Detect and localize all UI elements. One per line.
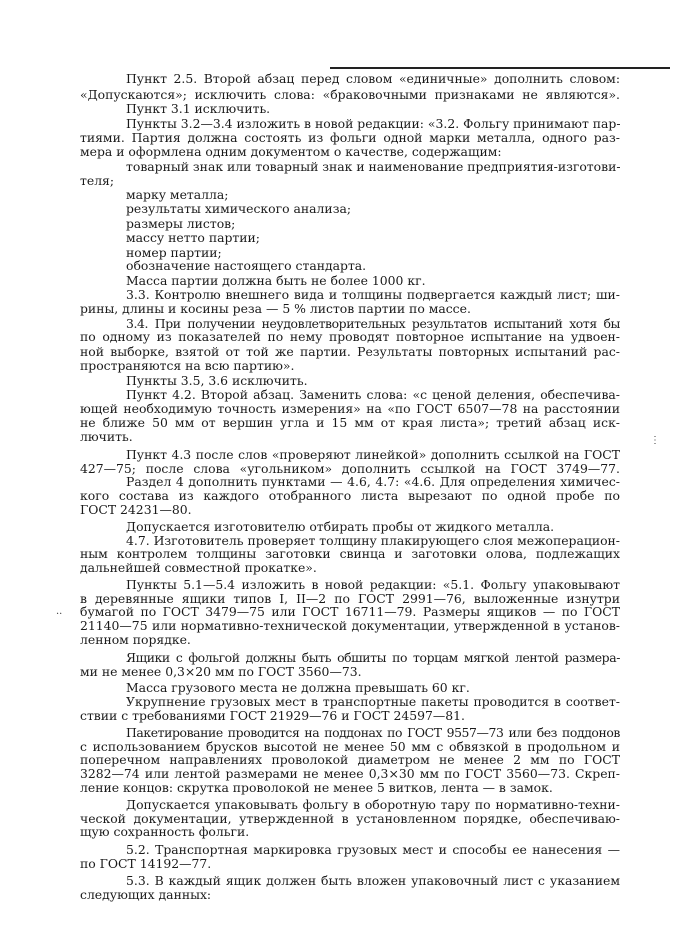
text-line: Пункт 4.2. Второй абзац. Заменить слова: «с ценой деления, обеспечива- xyxy=(126,386,620,402)
text-line: ющей необходимую точность измерения» на «по ГОСТ 6507—78 на расстоянии xyxy=(80,401,620,417)
text-line: бумагой по ГОСТ 3479—75 или ГОСТ 16711—79. Размеры ящиков — по ГОСТ xyxy=(80,604,620,620)
text-line: Допускается изготовителю отбирать пробы от жидкого металла. xyxy=(126,518,555,534)
text-line: обозначение настоящего стандарта. xyxy=(126,258,367,274)
text-line: массу нетто партии; xyxy=(126,229,260,245)
top-rule xyxy=(330,67,670,69)
text-line: Пункты 5.1—5.4 изложить в новой редакции: «5.1. Фольгу упаковывают xyxy=(126,576,620,592)
text-line: размеры листов; xyxy=(126,215,236,231)
text-line: ным контролем толщины заготовки свинца и заготовки олова, подлежащих xyxy=(80,546,620,562)
text-line: 4.7. Изготовитель проверяет толщину плакирующего слоя межоперацион- xyxy=(126,532,620,548)
text-line: 5.2. Транспортная маркировка грузовых мест и способы ее нанесения — xyxy=(126,842,620,858)
text-line: Пункт 2.5. Второй абзац перед словом «единичные» дополнить словом: xyxy=(126,71,620,86)
text-line: 5.3. В каждый ящик должен быть вложен упаковочный лист с указанием xyxy=(126,872,620,888)
text-line: 3.4. При получении неудовлетворительных результатов испытаний хотя бы xyxy=(126,315,620,331)
text-line: тиями. Партия должна состоять из фольги одной марки металла, одного раз- xyxy=(80,130,620,146)
text-line: 3.3. Контролю внешнего вида и толщины подвергается каждый лист; ши- xyxy=(126,286,620,302)
text-line: по одному из показателей по нему проводят повторное испытание на удвоен- xyxy=(80,329,620,345)
text-line: ми не менее 0,3×20 мм по ГОСТ 3560—73. xyxy=(80,663,362,679)
text-line: щую сохранность фольги. xyxy=(80,824,250,840)
text-line: мера и оформлена одним документом о качестве, содержащим: xyxy=(80,143,502,159)
text-line: Допускается упаковывать фольгу в оборотную тару по нормативно-техни- xyxy=(126,796,620,812)
text-line: результаты химического анализа; xyxy=(126,201,352,217)
text-line: Пункты 3.5, 3.6 исключить. xyxy=(126,372,308,388)
text-line: кого состава из каждого отобранного листа вырезают по одной пробе по xyxy=(80,488,620,504)
text-line: Пакетирование проводится на поддонах по ГОСТ 9557—73 или без поддонов xyxy=(126,724,620,740)
text-line: ной выборке, взятой от той же партии. Результаты повторных испытаний рас- xyxy=(80,344,620,360)
text-line: ческой документации, утвержденной в установленном порядке, обеспечиваю- xyxy=(80,810,620,826)
text-line: марку металла; xyxy=(126,187,229,203)
text-line: поперечном направлениях проволокой диаметром не менее 2 мм по ГОСТ xyxy=(80,752,620,768)
scan-speck: ·· xyxy=(56,609,63,620)
text-line: 3282—74 или лентой размерами не менее 0,3×30 мм по ГОСТ 3560—73. Скреп- xyxy=(80,766,620,782)
text-line: ленном порядке. xyxy=(80,632,191,648)
text-line: 427—75; после слова «угольником» дополнить ссылкой на ГОСТ 3749—77. xyxy=(80,460,620,476)
text-line: по ГОСТ 14192—77. xyxy=(80,856,212,872)
document-page xyxy=(80,71,621,902)
text-line: Ящики с фольгой должны быть обшиты по торцам мягкой лентой размера- xyxy=(126,649,620,665)
text-line: Укрупнение грузовых мест в транспортные пакеты проводится в соответ- xyxy=(126,694,620,710)
text-line: номер партии; xyxy=(126,244,222,260)
text-line: Раздел 4 дополнить пунктами — 4.6, 4.7: «4.6. Для определения химичес- xyxy=(126,474,620,490)
text-line: рины, длины и косины реза — 5 % листов партии по массе. xyxy=(80,300,471,316)
text-line: лючить. xyxy=(80,428,133,444)
text-line: Масса партии должна быть не более 1000 кг. xyxy=(126,273,426,289)
text-line: не ближе 50 мм от вершин угла и 15 мм от края листа»; третий абзац иск- xyxy=(80,415,620,431)
text-line: пространяются на всю партию». xyxy=(80,357,295,373)
text-line: ствии с требованиями ГОСТ 21929—76 и ГОСТ 24597—81. xyxy=(80,708,465,724)
text-line: теля; xyxy=(80,172,115,188)
text-line: с использованием брусков высотой не менее 50 мм с обвязкой в продольном и xyxy=(80,738,620,754)
text-line: 21140—75 или нормативно-технической документации, утвержденной в установ- xyxy=(80,618,620,634)
text-line: Пункты 3.2—3.4 изложить в новой редакции: «3.2. Фольгу принимают пар- xyxy=(126,116,621,132)
text-line: ление концов: скрутка проволокой не менее 5 витков, лента — в замок. xyxy=(80,780,553,796)
text-line: в деревянные ящики типов I, II—2 по ГОСТ 2991—76, выложенные изнутри xyxy=(80,590,620,606)
text-line: товарный знак или товарный знак и наименование предприятия-изготови- xyxy=(126,158,621,174)
text-line: Пункт 4.3 после слов «проверяют линейкой» дополнить ссылкой на ГОСТ xyxy=(126,446,620,462)
text-line: Пункт 3.1 исключить. xyxy=(126,100,271,116)
scan-speck: ⋮ xyxy=(650,435,660,446)
text-line: ГОСТ 24231—80. xyxy=(80,501,192,517)
text-line: «Допускаются»; исключить слова: «браковочными признаками не являются». xyxy=(80,86,620,102)
text-line: Масса грузового места не должна превышать 60 кг. xyxy=(126,680,470,696)
text-line: дальнейшей совместной прокатке». xyxy=(80,560,317,576)
text-line: следующих данных: xyxy=(80,886,212,902)
